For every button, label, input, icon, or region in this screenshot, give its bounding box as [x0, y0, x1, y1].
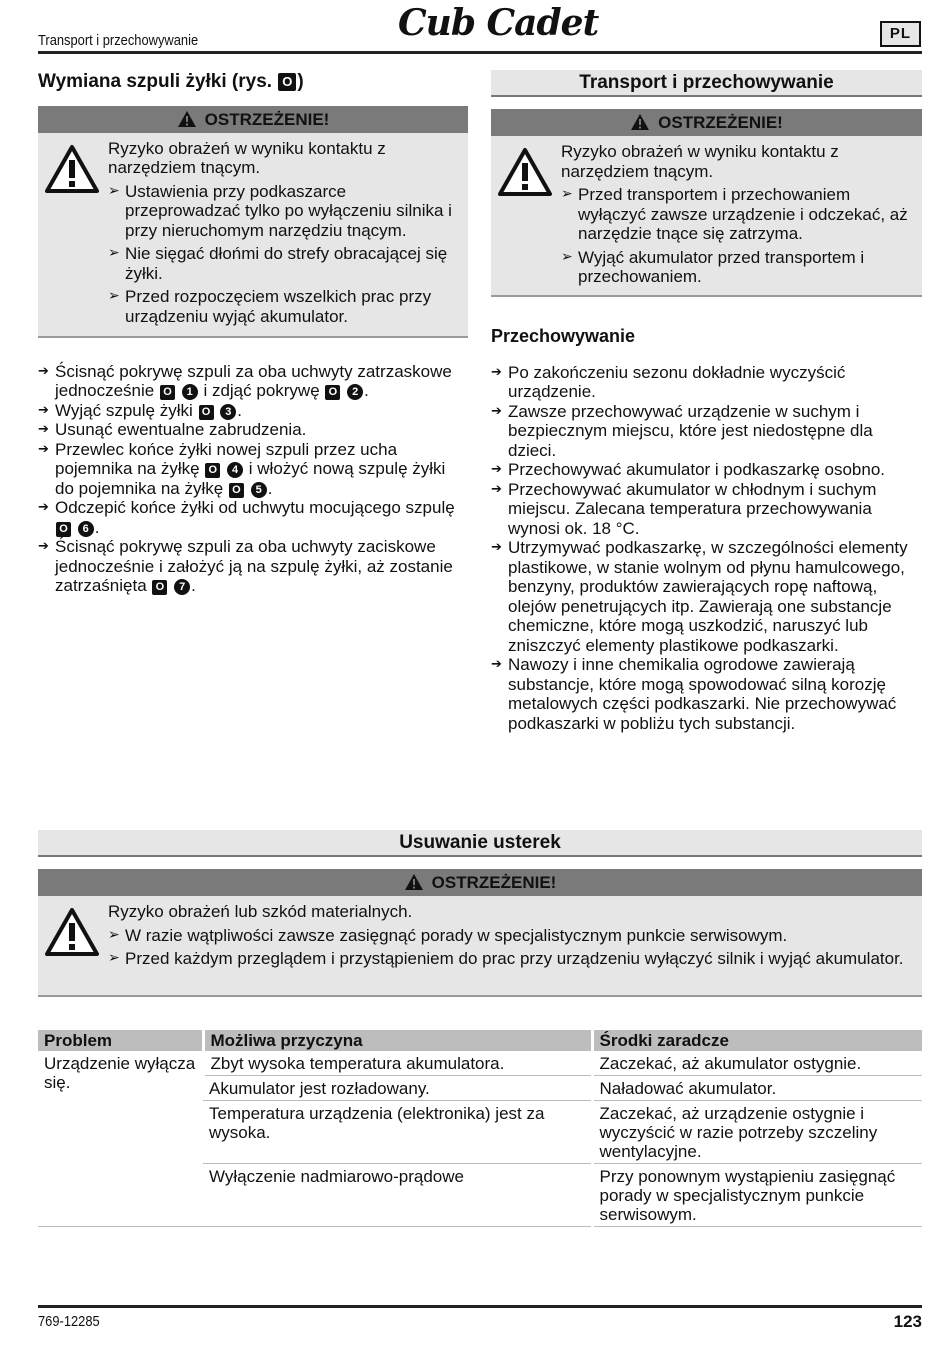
header-divider	[38, 51, 922, 54]
warning-triangle-icon	[404, 873, 424, 891]
transport-warning-box	[491, 109, 922, 297]
spool-steps-list	[38, 362, 468, 596]
list-item: ➔ Usunąć ewentualne zabrudzenia.	[38, 420, 468, 440]
problem-cell: Urządzenie wyłącza się.	[38, 1051, 203, 1227]
troubleshooting-section	[38, 830, 922, 997]
step-number-badge: 4	[227, 462, 243, 478]
table-row	[38, 1051, 922, 1076]
cause-cell: Temperatura urządzenia (elektronika) jest za wysoka.	[203, 1101, 592, 1164]
list-item: ➔ Ścisnąć pokrywę szpuli za oba uchwyty zaciskowe jednocześnie i założyć ją na szpulę żyłki, aż zostanie zatrzaśnięta O 7 .	[38, 537, 468, 596]
column-header: Możliwa przyczyna	[203, 1030, 592, 1051]
list-item: ➔ Odczepić końce żyłki od uchwytu mocującego szpulę O 6 .	[38, 498, 468, 537]
remedy-cell: Naładować akumulator.	[592, 1076, 922, 1101]
remedy-cell: Przy ponownym wystąpieniu zasięgnąć porady w specjalistycznym punkcie serwisowym.	[592, 1164, 922, 1227]
step-number-badge: 5	[251, 482, 267, 498]
warning-triangle-icon	[44, 907, 100, 957]
warning-item: ➢ Przed każdym przeglądem i przystąpieniem do prac przy urządzeniu wyłączyć silnik i wyjąć akumulator.	[108, 949, 914, 969]
warning-triangle-icon	[630, 113, 650, 131]
list-item: ➔ Zawsze przechowywać urządzenie w suchym i bezpiecznym miejscu, które jest niedostępne dla dzieci.	[491, 402, 922, 461]
warning-intro: Ryzyko obrażeń lub szkód materialnych.	[108, 902, 413, 921]
warning-item: ➢ Przed rozpoczęciem wszelkich prac przy urządzeniu wyjąć akumulator.	[108, 287, 460, 326]
list-item: ➔ Ścisnąć pokrywę szpuli za oba uchwyty zatrzaskowe jednocześnie O 1 i zdjąć pokrywę O 2 .	[38, 362, 468, 401]
warning-header: OSTRZEŻENIE!	[491, 109, 922, 136]
troubleshooting-table	[38, 1030, 922, 1227]
right-column	[491, 70, 922, 733]
language-badge: PL	[880, 21, 921, 47]
cause-cell: Zbyt wysoka temperatura akumulatora.	[203, 1051, 592, 1076]
step-number-badge: 3	[220, 404, 236, 420]
warning-header: OSTRZEŻENIE!	[38, 869, 922, 896]
figure-ref-badge: O	[278, 73, 296, 91]
list-item: ➔ Przechowywać akumulator w chłodnym i suchym miejscu. Zalecana temperatura przechowywania wynosi ok. 18 °C.	[491, 480, 922, 539]
footer-divider	[38, 1305, 922, 1308]
warning-item: ➢ W razie wątpliwości zawsze zasięgnąć porady w specjalistycznym punkcie serwisowym.	[108, 926, 914, 946]
warning-triangle-icon	[44, 144, 100, 194]
step-number-badge: 7	[174, 579, 190, 595]
list-item: ➔ Wyjąć szpulę żyłki O 3 .	[38, 401, 468, 421]
list-item: ➔ Przechowywać akumulator i podkaszarkę osobno.	[491, 460, 922, 480]
step-number-badge: 2	[347, 384, 363, 400]
spool-replacement-heading: Wymiana szpuli żyłki (rys. O )	[38, 71, 304, 92]
list-item: ➔ Nawozy i inne chemikalia ogrodowe zawierają substancje, które mogą spowodować silną korozję metalowych części podkaszarki. Nie przechowywać podkaszarki w pobliżu tych substancji.	[491, 655, 922, 733]
warning-triangle-icon	[177, 110, 197, 128]
remedy-cell: Zaczekać, aż akumulator ostygnie.	[592, 1051, 922, 1076]
warning-item: ➢ Wyjąć akumulator przed transportem i przechowaniem.	[561, 248, 914, 287]
warning-intro: Ryzyko obrażeń w wyniku kontaktu z narzędziem tnącym.	[108, 138, 386, 177]
troubleshooting-title: Usuwanie usterek	[38, 830, 922, 857]
cause-cell: Wyłączenie nadmiarowo-prądowe	[203, 1164, 592, 1227]
column-header: Problem	[38, 1030, 203, 1051]
warning-item: ➢ Przed transportem i przechowaniem wyłączyć zawsze urządzenie i odczekać, aż narzędzie tnące się zatrzyma.	[561, 185, 914, 244]
column-header: Środki zaradcze	[592, 1030, 922, 1051]
left-column	[38, 72, 468, 596]
storage-list	[491, 363, 922, 734]
troubleshooting-warning-box	[38, 869, 922, 997]
remedy-cell: Zaczekać, aż urządzenie ostygnie i wyczyścić w razie potrzeby szczeliny wentylacyjne.	[592, 1101, 922, 1164]
warning-item: ➢ Ustawienia przy podkaszarce przeprowadzać tylko po wyłączeniu silnika i przy nieruchomym narzędziu tnącym.	[108, 182, 460, 241]
list-item: ➔ Utrzymywać podkaszarkę, w szczególności elementy plastikowe, w stanie wolnym od płynu hamulcowego, benzyny, produktów zawierających ropę naftową, olejów penetrujących itp. Zawierają one substancje chemiczne, które mogą uszkodzić, naruszyć lub zniszczyć elementy plastikowe podkaszarki.	[491, 538, 922, 655]
step-number-badge: 6	[78, 521, 94, 537]
spool-warning-box	[38, 106, 468, 338]
page-number: 123	[893, 1312, 922, 1331]
step-number-badge: 1	[182, 384, 198, 400]
brand-logo: Cub Cadet	[398, 2, 599, 44]
warning-triangle-icon	[497, 147, 553, 197]
warning-header: OSTRZEŻENIE!	[38, 106, 468, 133]
document-code: 769-12285	[38, 1313, 100, 1330]
warning-intro: Ryzyko obrażeń w wyniku kontaktu z narzędziem tnącym.	[561, 142, 839, 181]
list-item: ➔ Przewlec końce żyłki nowej szpuli przez ucha pojemnika na żyłkę O 4 i włożyć nową szpulę żyłki do pojemnika na żyłkę O 5 .	[38, 440, 468, 499]
cause-cell: Akumulator jest rozładowany.	[203, 1076, 592, 1101]
storage-heading: Przechowywanie	[491, 326, 636, 346]
transport-section-title: Transport i przechowywanie	[491, 70, 922, 97]
warning-item: ➢ Nie sięgać dłońmi do strefy obracającej się żyłki.	[108, 244, 460, 283]
list-item: ➔ Po zakończeniu sezonu dokładnie wyczyścić urządzenie.	[491, 363, 922, 402]
running-header-title: Transport i przechowywanie	[38, 32, 199, 49]
